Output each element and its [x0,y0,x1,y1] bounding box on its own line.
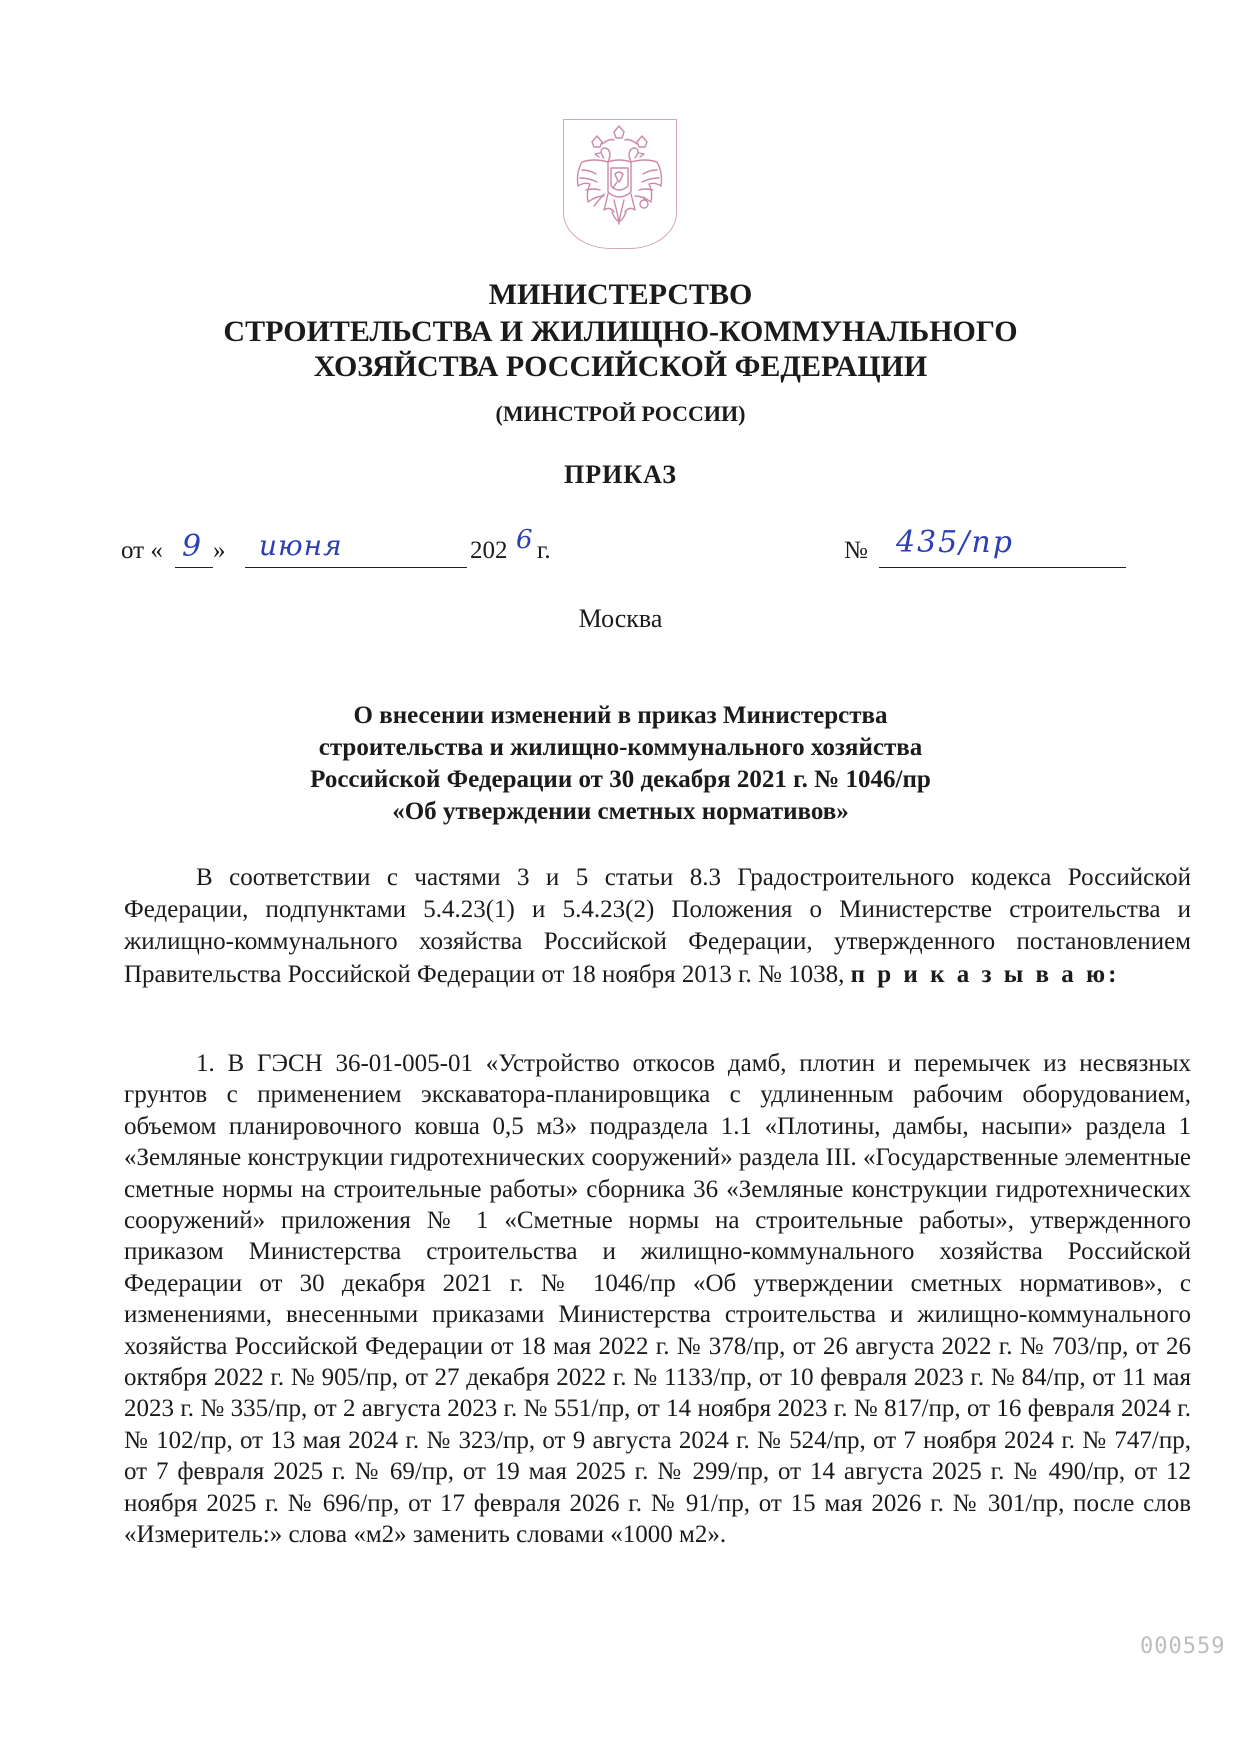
sheet-serial-number: 000559 [1140,1634,1226,1659]
preamble-paragraph [124,862,1191,991]
ministry-name-line-1: МИНИСТЕРСТВО [488,278,753,311]
subject-line-3: Российской Федерации от 30 декабря 2021 г. № 1046/пр [310,766,931,793]
year-suffix: г. [537,537,551,564]
date-quote-close: » [213,537,226,564]
subject-line-1: О внесении изменений в приказ Министерства [353,702,888,729]
order-subject [0,700,1241,828]
ministry-name-line-3: ХОЗЯЙСТВА РОССИЙСКОЙ ФЕДЕРАЦИИ [313,350,928,383]
year-printed: 202 [470,537,508,564]
number-underline [879,567,1126,568]
month-underline [245,567,467,568]
preamble-text: В соответствии с частями 3 и 5 статьи 8.3 Градостроительного кодекса Российской Федерации, подпунктами 5.4.23(1) и 5.4.23(2) Положения о Министерстве строительства и жилищно-коммунального хозяйства Российской Федерации, утвержденного постановлением Правительства Российской Федерации от 18 ноября 2013 г. № 1038, [124,864,1191,988]
handwritten-year-digit: 6 [516,525,533,555]
handwritten-day: 9 [182,529,202,564]
handwritten-order-number: 435/пр [896,525,1014,560]
handwritten-month: июня [259,529,343,562]
subject-line-2: строительства и жилищно-коммунального хозяйства [318,734,923,761]
date-prefix: от « [121,537,163,564]
day-underline [175,567,213,568]
clause-1-paragraph: 1. В ГЭСН 36-01-005-01 «Устройство откосов дамб, плотин и перемычек из несвязных грунтов с применением экскаватора-планировщика с удлиненным рабочим оборудованием, объемом планировочного ковша 0,5 м3» подраздела 1.1 «Плотины, дамбы, насыпи» раздела 1 «Земляные конструкции гидротехнических сооружений» раздела III. «Государственные элементные сметные нормы на строительные работы» сборника 36 «Земляные конструкции гидротехнических сооружений» приложения № 1 «Сметные нормы на строительные работы», утвержденного приказом Министерства строительства и жилищно-коммунального хозяйства Российской Федерации от 30 декабря 2021 г. № 1046/пр «Об утверждении сметных нормативов», с изменениями, внесенными приказами Министерства строительства и жилищно-коммунального хозяйства Российской Федерации от 18 мая 2022 г. № 378/пр, от 26 августа 2022 г. № 703/пр, от 26 октября 2022 г. № 905/пр, от 27 декабря 2022 г. № 1133/пр, от 10 февраля 2023 г. № 84/пр, от 11 мая 2023 г. № 335/пр, от 2 августа 2023 г. № 551/пр, от 14 ноября 2023 г. № 817/пр, от 16 февраля 2024 г. № 102/пр, от 13 мая 2024 г. № 323/пр, от 9 августа 2024 г. № 524/пр, от 7 ноября 2024 г. № 747/пр, от 7 февраля 2025 г. № 69/пр, от 19 мая 2025 г. № 299/пр, от 14 августа 2025 г. № 490/пр, от 12 ноября 2025 г. № 696/пр, от 17 февраля 2026 г. № 91/пр, от 15 мая 2026 г. № 301/пр, после слов «Измеритель:» слова «м2» заменить словами «1000 м2». [124,1050,1191,1549]
city: Москва [578,604,663,633]
number-sign: № [844,537,868,564]
ministry-name-line-2: СТРОИТЕЛЬСТВА И ЖИЛИЩНО-КОММУНАЛЬНОГО [223,315,1018,348]
subject-line-4: «Об утверждении сметных нормативов» [392,798,849,825]
document-type-heading: ПРИКАЗ [563,460,678,489]
order-verb: п р и к а з ы в а ю: [850,960,1120,988]
ministry-abbreviation: (МИНСТРОЙ РОССИИ) [495,401,746,426]
coat-of-arms-icon [563,119,677,249]
